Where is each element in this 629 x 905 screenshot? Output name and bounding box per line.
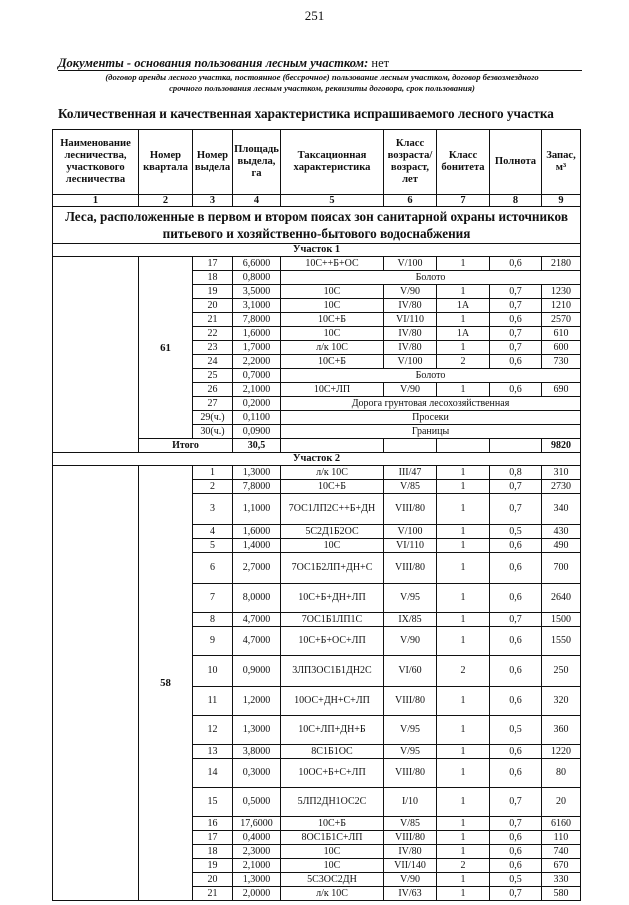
density-cell: 0,8 (490, 466, 542, 480)
stock-cell: 1220 (542, 745, 581, 759)
bonitet-cell: 2 (437, 859, 490, 873)
stock-cell: 2570 (542, 313, 581, 327)
age-class-cell: V/95 (384, 716, 437, 745)
bonitet-cell: 2 (437, 355, 490, 369)
total-stock: 9820 (542, 439, 581, 453)
stock-cell: 730 (542, 355, 581, 369)
vydel-number: 10 (193, 656, 233, 687)
bonitet-cell: 1 (437, 887, 490, 901)
density-cell: 0,6 (490, 553, 542, 584)
col-number: 9 (542, 195, 581, 207)
documents-value: нет (371, 56, 390, 70)
area-cell: 1,3000 (233, 466, 281, 480)
density-cell: 0,6 (490, 584, 542, 613)
taxation-cell: 10С (281, 539, 384, 553)
bonitet-cell: 1 (437, 494, 490, 525)
bonitet-cell: 2 (437, 656, 490, 687)
stock-cell: 610 (542, 327, 581, 341)
bonitet-cell: 1 (437, 257, 490, 271)
col-number: 5 (281, 195, 384, 207)
vydel-number: 17 (193, 257, 233, 271)
bonitet-cell: 1 (437, 553, 490, 584)
density-cell: 0,7 (490, 480, 542, 494)
density-cell: 0,6 (490, 845, 542, 859)
bonitet-cell: 1 (437, 525, 490, 539)
col-header: Полнота (490, 130, 542, 195)
vydel-number: 9 (193, 627, 233, 656)
age-class-cell: VII/140 (384, 859, 437, 873)
vydel-number: 24 (193, 355, 233, 369)
taxation-cell: 10С+Б+ДН+ЛП (281, 584, 384, 613)
bonitet-cell: 1 (437, 745, 490, 759)
vydel-number: 7 (193, 584, 233, 613)
taxation-cell: л/к 10С (281, 466, 384, 480)
land-category-cell: Болото (281, 369, 581, 383)
bonitet-cell: 1 (437, 313, 490, 327)
area-cell: 2,1000 (233, 383, 281, 397)
taxation-cell: 10С+Б (281, 355, 384, 369)
vydel-number: 6 (193, 553, 233, 584)
stock-cell: 360 (542, 716, 581, 745)
total-empty (281, 439, 384, 453)
stock-cell: 330 (542, 873, 581, 887)
age-class-cell: V/85 (384, 817, 437, 831)
taxation-cell: 10ОС+Б+С+ЛП (281, 759, 384, 788)
density-cell: 0,6 (490, 656, 542, 687)
stock-cell: 1210 (542, 299, 581, 313)
taxation-cell: 10С+Б (281, 313, 384, 327)
age-class-cell: VIII/80 (384, 759, 437, 788)
vydel-number: 25 (193, 369, 233, 383)
plot-title-row (53, 244, 581, 257)
documents-note-line2: срочного пользования лесным участком, реквизиты договора, срок пользования) (169, 83, 475, 93)
header-row (53, 130, 581, 195)
bonitet-cell: 1 (437, 831, 490, 845)
taxation-cell: 8С1Б1ОС (281, 745, 384, 759)
kvartal-number: 58 (139, 466, 193, 901)
vydel-number: 21 (193, 313, 233, 327)
col-header: Площадь выдела, га (233, 130, 281, 195)
age-class-cell: VI/110 (384, 539, 437, 553)
stock-cell: 1230 (542, 285, 581, 299)
bonitet-cell: 1 (437, 480, 490, 494)
forestry-cell (53, 466, 139, 901)
area-cell: 1,3000 (233, 716, 281, 745)
age-class-cell: VI/110 (384, 313, 437, 327)
area-cell: 3,1000 (233, 299, 281, 313)
plot-title: Участок 1 (53, 244, 581, 257)
stock-cell: 6160 (542, 817, 581, 831)
taxation-cell: 10С (281, 845, 384, 859)
area-cell: 17,6000 (233, 817, 281, 831)
vydel-number: 12 (193, 716, 233, 745)
stock-cell: 2730 (542, 480, 581, 494)
density-cell: 0,6 (490, 687, 542, 716)
col-header: Таксационная характеристика (281, 130, 384, 195)
stock-cell: 250 (542, 656, 581, 687)
density-cell: 0,5 (490, 873, 542, 887)
col-header: Запас, м³ (542, 130, 581, 195)
col-header: Класс бонитета (437, 130, 490, 195)
taxation-cell: 10С+ЛП (281, 383, 384, 397)
age-class-cell: VIII/80 (384, 494, 437, 525)
age-class-cell: IX/85 (384, 613, 437, 627)
stock-cell: 340 (542, 494, 581, 525)
stock-cell: 1550 (542, 627, 581, 656)
vydel-number: 21 (193, 887, 233, 901)
page-number: 251 (304, 8, 325, 23)
vydel-number: 18 (193, 845, 233, 859)
bonitet-cell: 1А (437, 299, 490, 313)
land-category-cell: Границы (281, 425, 581, 439)
vydel-number: 19 (193, 285, 233, 299)
vydel-number: 19 (193, 859, 233, 873)
area-cell: 3,5000 (233, 285, 281, 299)
area-cell: 1,7000 (233, 341, 281, 355)
vydel-number: 17 (193, 831, 233, 845)
age-class-cell: V/100 (384, 525, 437, 539)
vydel-number: 27 (193, 397, 233, 411)
area-cell: 0,9000 (233, 656, 281, 687)
bonitet-cell: 1 (437, 687, 490, 716)
vydel-number: 14 (193, 759, 233, 788)
taxation-cell: 5ЛП2ДН1ОС2С (281, 788, 384, 817)
area-cell: 0,1100 (233, 411, 281, 425)
vydel-number: 20 (193, 299, 233, 313)
age-class-cell: V/90 (384, 627, 437, 656)
bonitet-cell: 1 (437, 845, 490, 859)
area-cell: 0,3000 (233, 759, 281, 788)
area-cell: 6,6000 (233, 257, 281, 271)
stock-cell: 490 (542, 539, 581, 553)
taxation-cell: 10С+Б (281, 817, 384, 831)
stock-cell: 110 (542, 831, 581, 845)
area-cell: 2,1000 (233, 859, 281, 873)
bonitet-cell: 1 (437, 539, 490, 553)
documents-note (52, 72, 592, 94)
taxation-cell: 10С (281, 299, 384, 313)
vydel-number: 16 (193, 817, 233, 831)
density-cell: 0,6 (490, 355, 542, 369)
documents-line (58, 56, 582, 71)
forest-plot-table (52, 129, 581, 901)
stock-cell: 600 (542, 341, 581, 355)
table-row (53, 257, 581, 271)
density-cell: 0,5 (490, 525, 542, 539)
zone-banner: Леса, расположенные в первом и втором поясах зон санитарной охраны источников питьевого и хозяйственно-бытового водоснабжения (53, 207, 581, 244)
area-cell: 0,2000 (233, 397, 281, 411)
density-cell: 0,7 (490, 788, 542, 817)
vydel-number: 22 (193, 327, 233, 341)
stock-cell: 690 (542, 383, 581, 397)
density-cell: 0,6 (490, 759, 542, 788)
total-label: Итого (139, 439, 233, 453)
bonitet-cell: 1 (437, 613, 490, 627)
age-class-cell: IV/80 (384, 341, 437, 355)
density-cell: 0,6 (490, 745, 542, 759)
density-cell: 0,7 (490, 327, 542, 341)
area-cell: 1,2000 (233, 687, 281, 716)
taxation-cell: 10С+Б+ОС+ЛП (281, 627, 384, 656)
age-class-cell: V/85 (384, 480, 437, 494)
vydel-number: 15 (193, 788, 233, 817)
density-cell: 0,6 (490, 627, 542, 656)
age-class-cell: VIII/80 (384, 553, 437, 584)
taxation-cell: 5С2Д1Б2ОС (281, 525, 384, 539)
area-cell: 1,6000 (233, 525, 281, 539)
area-cell: 7,8000 (233, 313, 281, 327)
area-cell: 7,8000 (233, 480, 281, 494)
bonitet-cell: 1 (437, 383, 490, 397)
density-cell: 0,7 (490, 887, 542, 901)
area-cell: 0,5000 (233, 788, 281, 817)
vydel-number: 18 (193, 271, 233, 285)
taxation-cell: 3ЛП3ОС1Б1ДН2С (281, 656, 384, 687)
bonitet-cell: 1 (437, 584, 490, 613)
age-class-cell: V/100 (384, 355, 437, 369)
density-cell: 0,7 (490, 817, 542, 831)
table-row (53, 466, 581, 480)
stock-cell: 20 (542, 788, 581, 817)
density-cell: 0,6 (490, 383, 542, 397)
col-number: 4 (233, 195, 281, 207)
taxation-cell: 10С (281, 859, 384, 873)
vydel-number: 13 (193, 745, 233, 759)
vydel-number: 5 (193, 539, 233, 553)
taxation-cell: 10С++Б+ОС (281, 257, 384, 271)
taxation-cell: 8ОС1Б1С+ЛП (281, 831, 384, 845)
area-cell: 2,7000 (233, 553, 281, 584)
stock-cell: 80 (542, 759, 581, 788)
plot-title-row (53, 453, 581, 466)
col-header: Номер квартала (139, 130, 193, 195)
area-cell: 0,8000 (233, 271, 281, 285)
vydel-number: 26 (193, 383, 233, 397)
stock-cell: 1500 (542, 613, 581, 627)
stock-cell: 2180 (542, 257, 581, 271)
bonitet-cell: 1 (437, 627, 490, 656)
documents-label: Документы - основания пользования лесным участком: (58, 56, 369, 70)
taxation-cell: 7ОС1ЛП2С++Б+ДН (281, 494, 384, 525)
taxation-cell: 7ОС1Б1ЛП1С (281, 613, 384, 627)
age-class-cell: IV/80 (384, 845, 437, 859)
density-cell: 0,7 (490, 341, 542, 355)
table-body (53, 130, 581, 901)
col-number: 1 (53, 195, 139, 207)
age-class-cell: V/90 (384, 383, 437, 397)
stock-cell: 740 (542, 845, 581, 859)
total-empty (384, 439, 437, 453)
vydel-number: 11 (193, 687, 233, 716)
age-class-cell: I/10 (384, 788, 437, 817)
taxation-cell: 10С (281, 285, 384, 299)
total-empty (490, 439, 542, 453)
total-empty (437, 439, 490, 453)
age-class-cell: VI/60 (384, 656, 437, 687)
density-cell: 0,6 (490, 257, 542, 271)
age-class-cell: V/90 (384, 285, 437, 299)
density-cell: 0,5 (490, 716, 542, 745)
taxation-cell: л/к 10С (281, 341, 384, 355)
col-number: 3 (193, 195, 233, 207)
taxation-cell: 10С+Б (281, 480, 384, 494)
density-cell: 0,7 (490, 494, 542, 525)
col-number: 2 (139, 195, 193, 207)
land-category-cell: Болото (281, 271, 581, 285)
stock-cell: 320 (542, 687, 581, 716)
stock-cell: 670 (542, 859, 581, 873)
stock-cell: 2640 (542, 584, 581, 613)
stock-cell: 700 (542, 553, 581, 584)
col-header: Наименование лесничества, участкового лесничества (53, 130, 139, 195)
bonitet-cell: 1 (437, 466, 490, 480)
area-cell: 1,4000 (233, 539, 281, 553)
vydel-number: 23 (193, 341, 233, 355)
age-class-cell: IV/63 (384, 887, 437, 901)
age-class-cell: IV/80 (384, 299, 437, 313)
vydel-number: 2 (193, 480, 233, 494)
taxation-cell: 7ОС1Б2ЛП+ДН+С (281, 553, 384, 584)
land-category-cell: Дорога грунтовая лесохозяйственная (281, 397, 581, 411)
col-number: 6 (384, 195, 437, 207)
vydel-number: 8 (193, 613, 233, 627)
bonitet-cell: 1 (437, 716, 490, 745)
area-cell: 2,0000 (233, 887, 281, 901)
area-cell: 0,7000 (233, 369, 281, 383)
age-class-cell: IV/80 (384, 327, 437, 341)
area-cell: 1,3000 (233, 873, 281, 887)
area-cell: 1,1000 (233, 494, 281, 525)
stock-cell: 580 (542, 887, 581, 901)
area-cell: 3,8000 (233, 745, 281, 759)
stock-cell: 310 (542, 466, 581, 480)
land-category-cell: Просеки (281, 411, 581, 425)
bonitet-cell: 1 (437, 341, 490, 355)
vydel-number: 3 (193, 494, 233, 525)
banner-row (53, 207, 581, 244)
col-header: Класс возраста/ возраст, лет (384, 130, 437, 195)
area-cell: 1,6000 (233, 327, 281, 341)
forestry-cell (53, 257, 139, 453)
age-class-cell: V/90 (384, 873, 437, 887)
taxation-cell: 10С+ЛП+ДН+Б (281, 716, 384, 745)
density-cell: 0,7 (490, 285, 542, 299)
area-cell: 0,4000 (233, 831, 281, 845)
bonitet-cell: 1 (437, 285, 490, 299)
area-cell: 4,7000 (233, 627, 281, 656)
taxation-cell: 5С3ОС2ДН (281, 873, 384, 887)
age-class-cell: V/100 (384, 257, 437, 271)
density-cell: 0,6 (490, 539, 542, 553)
density-cell: 0,6 (490, 831, 542, 845)
area-cell: 4,7000 (233, 613, 281, 627)
bonitet-cell: 1А (437, 327, 490, 341)
density-cell: 0,7 (490, 299, 542, 313)
taxation-cell: 10ОС+ДН+С+ЛП (281, 687, 384, 716)
density-cell: 0,6 (490, 859, 542, 873)
area-cell: 0,0900 (233, 425, 281, 439)
col-number: 8 (490, 195, 542, 207)
vydel-number: 1 (193, 466, 233, 480)
column-number-row (53, 195, 581, 207)
col-number: 7 (437, 195, 490, 207)
age-class-cell: V/95 (384, 584, 437, 613)
vydel-number: 4 (193, 525, 233, 539)
bonitet-cell: 1 (437, 817, 490, 831)
age-class-cell: VIII/80 (384, 687, 437, 716)
vydel-number: 20 (193, 873, 233, 887)
density-cell: 0,6 (490, 313, 542, 327)
bonitet-cell: 1 (437, 873, 490, 887)
area-cell: 2,2000 (233, 355, 281, 369)
area-cell: 8,0000 (233, 584, 281, 613)
vydel-number: 29(ч.) (193, 411, 233, 425)
age-class-cell: VIII/80 (384, 831, 437, 845)
area-cell: 2,3000 (233, 845, 281, 859)
documents-note-line1: (договор аренды лесного участка, постоянное (бессрочное) пользование лесным участком, договор безвозмездного (105, 72, 539, 82)
density-cell: 0,7 (490, 613, 542, 627)
section-title: Количественная и качественная характеристика испрашиваемого лесного участка (58, 106, 554, 121)
taxation-cell: 10С (281, 327, 384, 341)
kvartal-number: 61 (139, 257, 193, 439)
age-class-cell: V/95 (384, 745, 437, 759)
vydel-number: 30(ч.) (193, 425, 233, 439)
plot-title: Участок 2 (53, 453, 581, 466)
stock-cell: 430 (542, 525, 581, 539)
bonitet-cell: 1 (437, 759, 490, 788)
taxation-cell: л/к 10С (281, 887, 384, 901)
age-class-cell: III/47 (384, 466, 437, 480)
bonitet-cell: 1 (437, 788, 490, 817)
total-area: 30,5 (233, 439, 281, 453)
col-header: Номер выдела (193, 130, 233, 195)
